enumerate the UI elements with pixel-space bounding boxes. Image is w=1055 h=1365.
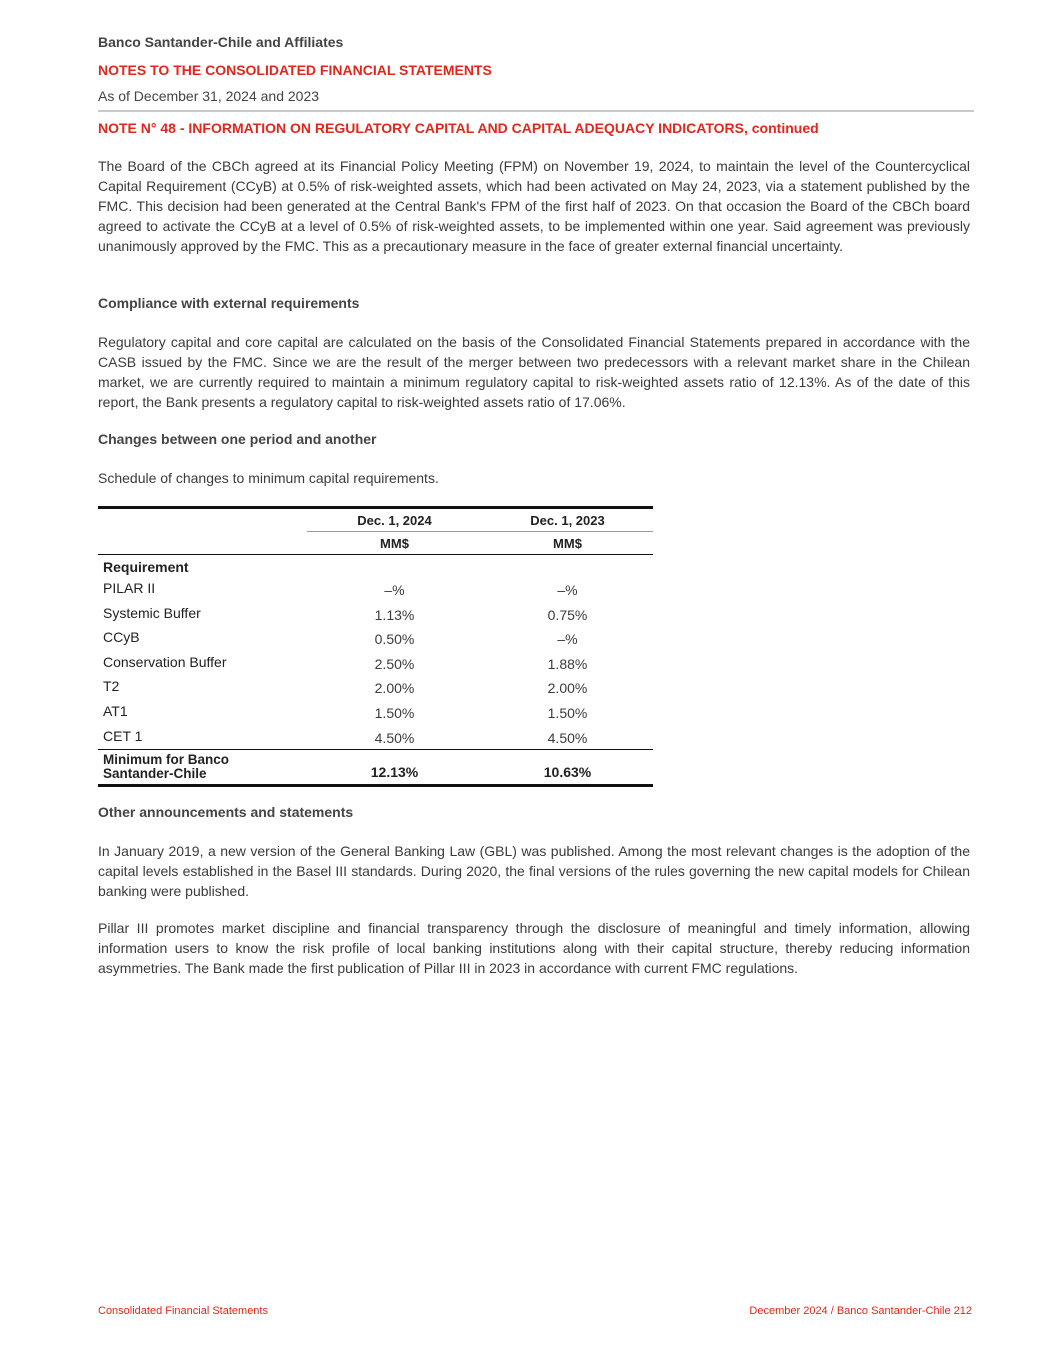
table-row bbox=[98, 577, 653, 602]
row-value-2024: 1.50% bbox=[374, 704, 415, 721]
row-value-2023: 4.50% bbox=[547, 729, 588, 746]
table-unit-row bbox=[98, 532, 653, 555]
unit-2024: MM$ bbox=[380, 536, 409, 551]
total-value-2024: 12.13% bbox=[370, 764, 419, 781]
reporting-date: As of December 31, 2024 and 2023 bbox=[98, 88, 320, 104]
row-value-2024: 4.50% bbox=[374, 729, 415, 746]
footer-page-info: December 2024 / Banco Santander-Chile 212 bbox=[749, 1305, 972, 1317]
table-row bbox=[98, 626, 653, 651]
table-section-row bbox=[98, 555, 653, 577]
heading-compliance: Compliance with external requirements bbox=[98, 295, 360, 311]
footer-document-title: Consolidated Financial Statements bbox=[98, 1305, 268, 1317]
row-value-2023: –% bbox=[557, 631, 578, 648]
total-label: Minimum for Banco Santander-Chile bbox=[103, 752, 230, 782]
capital-requirements-table bbox=[98, 506, 653, 787]
paragraph-gbl: In January 2019, a new version of the General Banking Law (GBL) was published. Among the most relevant changes is the adoption of the capital levels established in the Basel III standards. During 2020, the final versions of the rules governing the new capital models for Chilean banking were published. bbox=[98, 843, 970, 899]
row-value-2023: 1.50% bbox=[547, 704, 588, 721]
paragraph-compliance: Regulatory capital and core capital are calculated on the basis of the Consolidated Financial Statements prepared in accordance with the CASB issued by the FMC. Since we are the result of the merger between two predecessors with a relevant market share in the Chilean market, we are currently required to maintain a minimum regulatory capital to risk-weighted assets ratio of 12.13%. As of the date of this report, the Bank presents a regulatory capital to risk-weighted assets ratio of 17.06%. bbox=[98, 334, 970, 410]
table-row bbox=[98, 675, 653, 700]
table-row bbox=[98, 725, 653, 750]
row-value-2023: –% bbox=[557, 582, 578, 598]
notes-title: NOTES TO THE CONSOLIDATED FINANCIAL STATEMENTS bbox=[98, 62, 492, 78]
row-value-2024: 2.50% bbox=[374, 655, 415, 672]
row-label: CCyB bbox=[103, 629, 140, 646]
row-label: CET 1 bbox=[103, 727, 143, 744]
paragraph-ccyb: The Board of the CBCh agreed at its Financial Policy Meeting (FPM) on November 19, 2024, to maintain the level of the Countercyclical Capital Requirement (CCyB) at 0.5% of risk-weighted assets, which had been activated on May 24, 2023, via a statement published by the FMC. This decision had been generated at the Central Bank's FPM of the first half of 2023. On that occasion the Board of the CBCh board agreed to activate the CCyB at a level of 0.5% of risk-weighted assets, to be implemented within one year. Said agreement was previously unanimously approved by the FMC. This as a precautionary measure in the face of greater external financial uncertainty. bbox=[98, 158, 970, 254]
note-title: NOTE N° 48 - INFORMATION ON REGULATORY CAPITAL AND CAPITAL ADEQUACY INDICATORS, continued bbox=[98, 120, 819, 136]
row-value-2024: 2.00% bbox=[374, 680, 415, 697]
row-label: Systemic Buffer bbox=[103, 604, 201, 621]
column-header-2024: Dec. 1, 2024 bbox=[357, 513, 432, 528]
table-row bbox=[98, 700, 653, 725]
header-divider bbox=[98, 110, 974, 112]
row-value-2024: –% bbox=[384, 582, 405, 598]
heading-changes: Changes between one period and another bbox=[98, 431, 377, 447]
table-total-row bbox=[98, 749, 653, 787]
heading-other-announcements: Other announcements and statements bbox=[98, 804, 354, 820]
unit-2023: MM$ bbox=[553, 536, 582, 551]
row-value-2023: 0.75% bbox=[547, 606, 588, 623]
table-row bbox=[98, 651, 653, 676]
row-label: Conservation Buffer bbox=[103, 653, 227, 670]
paragraph-schedule: Schedule of changes to minimum capital requirements. bbox=[98, 470, 439, 486]
table-header-row bbox=[98, 509, 653, 532]
section-label: Requirement bbox=[103, 559, 189, 575]
row-value-2023: 1.88% bbox=[547, 655, 588, 672]
row-label: AT1 bbox=[103, 702, 128, 719]
row-value-2023: 2.00% bbox=[547, 680, 588, 697]
column-header-2023: Dec. 1, 2023 bbox=[530, 513, 605, 528]
company-name: Banco Santander-Chile and Affiliates bbox=[98, 34, 344, 50]
row-value-2024: 0.50% bbox=[374, 631, 415, 648]
total-value-2023: 10.63% bbox=[543, 764, 592, 781]
row-label: T2 bbox=[103, 678, 120, 695]
paragraph-pillar-iii: Pillar III promotes market discipline and financial transparency through the disclosure of meaningful and timely information, allowing information users to know the risk profile of local banking institutions along with their capital structure, thereby reducing information asymmetries. The Bank made the first publication of Pillar III in 2023 in accordance with current FMC regulations. bbox=[98, 920, 970, 976]
row-value-2024: 1.13% bbox=[374, 606, 415, 623]
row-label: PILAR II bbox=[103, 580, 156, 596]
table-row bbox=[98, 602, 653, 627]
